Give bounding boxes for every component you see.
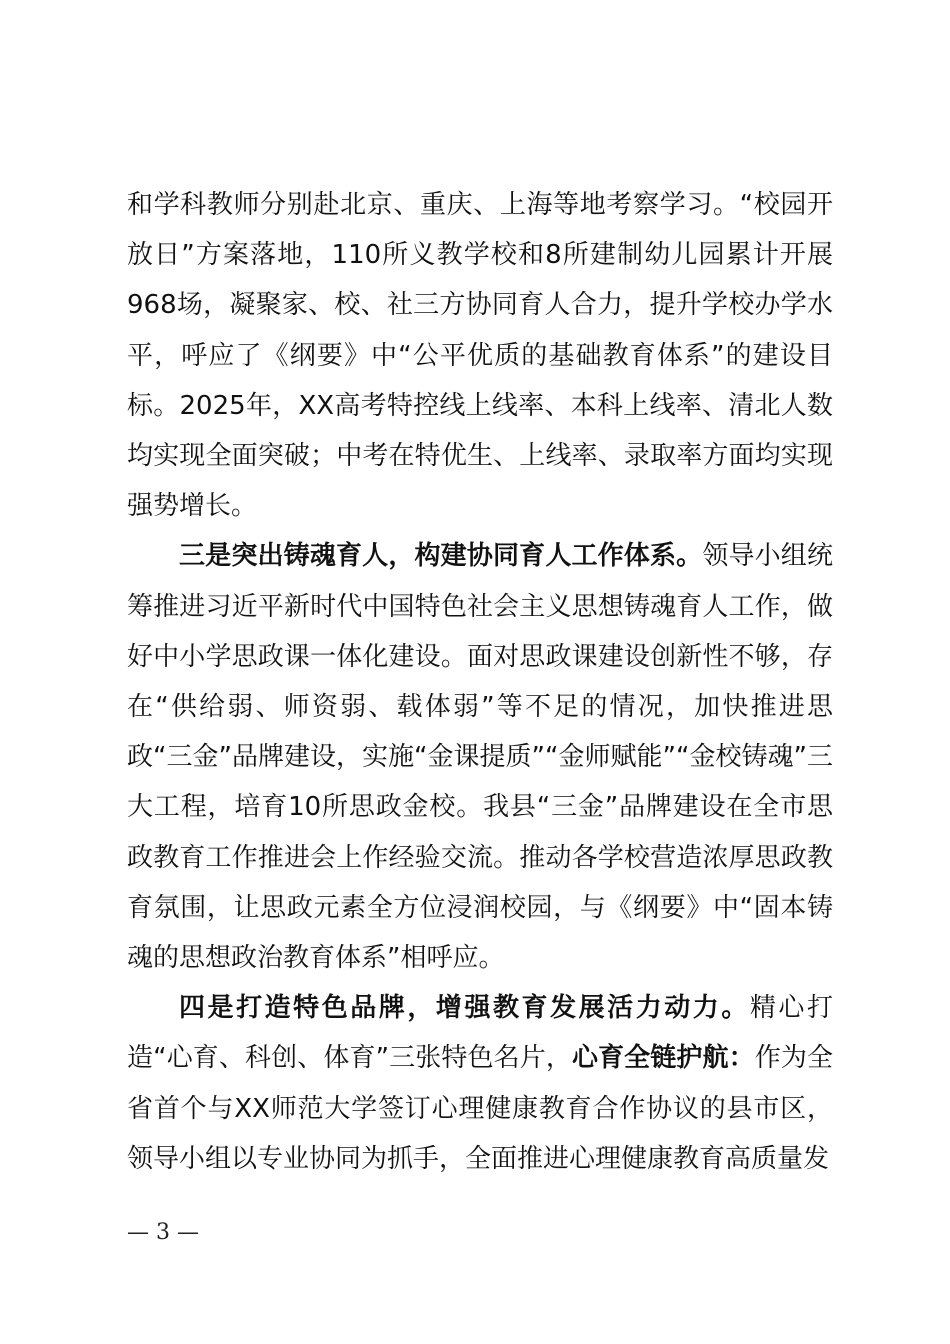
paragraph-text-continued: 作为全省首个与XX师范大学签订心理健康教育合作协议的县市区，领导小组以专业协同为抓手，全面推进心理健康教育高质量发 — [127, 1043, 833, 1174]
paragraph-text: 领导小组统筹推进习近平新时代中国特色社会主义思想铸魂育人工作，做好中小学思政课一体化建设。面对思政课建设创新性不够，存在“供给弱、师资弱、载体弱”等不足的情况，加快推进思政“三金”品牌建设，实施“金课提质”“金师赋能”“金校铸魂”三大工程，培育10所思政金校。我县“三金”品牌建设在全市思政教育工作推进会上作经验交流。推动各学校营造浓厚思政教育氛围，让思政元素全方位浸润校园，与《纲要》中“固本铸魂的思想政治教育体系”相呼应。 — [127, 541, 833, 974]
page-number: — 3 — — [127, 1220, 199, 1245]
paragraph-sublead: 心育全链护航： — [571, 1043, 755, 1074]
paragraph-lead: 三是突出铸魂育人，构建协同育人工作体系。 — [179, 541, 703, 572]
paragraph-three — [127, 531, 833, 983]
paragraph-text: 和学科教师分别赴北京、重庆、上海等地考察学习。“校园开放日”方案落地，110所义教学校和8所建制幼儿园累计开展968场，凝聚家、校、社三方协同育人合力，提升学校办学水平，呼应了《纲要》中“公平优质的基础教育体系”的建设目标。2025年，XX高考特控线上线率、本科上线率、清北人数均实现全面突破；中考在特优生、上线率、录取率方面均实现强势增长。 — [127, 190, 833, 522]
body-text — [127, 180, 833, 1184]
paragraph-continued — [127, 180, 833, 531]
paragraph-text: 精心打造“心育、科创、体育”三张特色名片， — [127, 993, 833, 1074]
paragraph-lead: 四是打造特色品牌，增强教育发展活力动力。 — [179, 993, 750, 1024]
paragraph-four — [127, 983, 833, 1184]
